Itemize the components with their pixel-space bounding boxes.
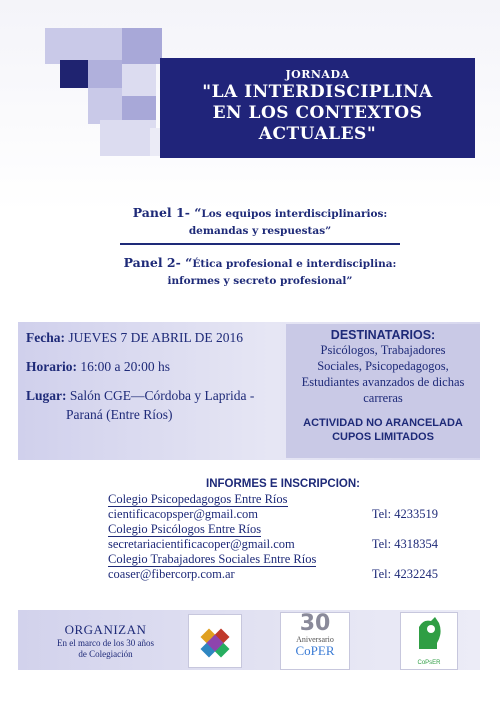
destinatarios-line: carreras <box>363 391 403 405</box>
fecha-value: JUEVES 7 DE ABRIL DE 2016 <box>68 330 243 345</box>
panel-1 <box>60 205 460 239</box>
figure-logo-icon <box>401 613 457 655</box>
decor-square <box>45 28 123 64</box>
event-title-line: ACTUALES" <box>258 124 377 144</box>
organizan-block <box>38 622 173 660</box>
decor-square <box>100 120 156 156</box>
puzzle-logo-icon <box>189 615 241 667</box>
destinatarios-list <box>286 342 480 406</box>
horario-row <box>26 357 296 376</box>
colegio-email-link[interactable]: cientificacopsper@gmail.com <box>108 507 258 521</box>
panel-1-topic-line1: Los equipos interdisciplinarios: <box>201 208 388 220</box>
panel-1-lead: Panel 1- “ <box>132 205 202 220</box>
panel-divider <box>120 243 400 245</box>
colegio-row <box>108 492 438 507</box>
destinatarios-line: Psicólogos, Trabajadores <box>320 343 446 357</box>
colegio-email-link[interactable]: coaser@fibercorp.com.ar <box>108 567 235 581</box>
decor-square <box>88 88 122 124</box>
fecha-row <box>26 328 296 347</box>
colegio-tel: Tel: 4318354 <box>371 537 438 551</box>
coaser-name: CoPsER <box>417 660 441 666</box>
coaser-logo <box>400 612 458 670</box>
event-type: JORNADA <box>285 68 350 81</box>
contact-row <box>108 537 438 552</box>
fecha-label: Fecha: <box>26 330 65 345</box>
panel-1-topic-line2: demandas y respuestas” <box>188 225 332 237</box>
colegio-row <box>108 552 438 567</box>
panel-2-topic-line1: Ética profesional e interdisciplina: <box>192 258 397 270</box>
lugar-label: Lugar: <box>26 388 67 403</box>
panel-2-lead: Panel 2- “ <box>123 255 193 270</box>
destinatarios-line: Sociales, Psicopedagogos, <box>317 359 449 373</box>
destinatarios-box <box>286 324 480 458</box>
colegio-email-link[interactable]: secretariacientificacoper@gmail.com <box>108 537 295 551</box>
colegio-tel: Tel: 4233519 <box>371 507 438 521</box>
title-banner <box>160 58 475 158</box>
lugar-row <box>26 386 296 424</box>
actividad-note <box>286 416 480 444</box>
destinatarios-line: Estudiantes avanzados de dichas <box>301 375 465 389</box>
copsper-logo <box>188 614 242 668</box>
organizan-label: ORGANIZAN <box>64 622 147 637</box>
event-info-band <box>18 322 480 460</box>
decor-square <box>60 60 88 88</box>
decor-square <box>122 64 156 96</box>
event-title-line: "LA INTERDISCIPLINA <box>202 82 433 102</box>
actividad-line: ACTIVIDAD NO ARANCELADA <box>303 417 463 429</box>
coper-anniversary-logo <box>280 612 350 670</box>
event-details <box>26 328 296 434</box>
horario-value: 16:00 a 20:00 hs <box>80 359 170 374</box>
organizers-footer <box>18 610 480 670</box>
destinatarios-title: DESTINATARIOS: <box>330 328 436 342</box>
colegio-name: Colegio Psicólogos Entre Ríos <box>108 522 262 536</box>
decor-square <box>122 28 162 64</box>
lugar-value-line1: Salón CGE—Córdoba y Laprida - <box>69 388 255 403</box>
coper-30-number: 30 <box>299 611 331 636</box>
event-title-line: EN LOS CONTEXTOS <box>212 103 423 123</box>
decor-square <box>88 60 122 88</box>
panel-2-topic-line2: informes y secreto profesional” <box>167 275 353 287</box>
cupos-line: CUPOS LIMITADOS <box>332 431 434 443</box>
colegio-name: Colegio Psicopedagogos Entre Ríos <box>108 492 288 506</box>
organizan-note-line2: de Colegiación <box>78 649 133 659</box>
horario-label: Horario: <box>26 359 77 374</box>
coper-name: CoPER <box>295 643 335 658</box>
colegio-tel: Tel: 4232245 <box>371 567 438 581</box>
colegio-row <box>108 522 438 537</box>
coper-aniversario: Aniversario <box>296 635 334 644</box>
panels-section <box>60 205 460 289</box>
organizan-note-line1: En el marco de los 30 años <box>57 638 154 648</box>
panel-2 <box>60 255 460 289</box>
colegio-name: Colegio Trabajadores Sociales Entre Ríos <box>108 552 317 566</box>
contact-row <box>108 507 438 522</box>
inscripcion-section <box>108 478 438 582</box>
lugar-value-line2: Paraná (Entre Ríos) <box>66 407 173 422</box>
inscripcion-title: INFORMES E INSCRIPCION: <box>206 478 360 490</box>
contact-row <box>108 567 438 582</box>
